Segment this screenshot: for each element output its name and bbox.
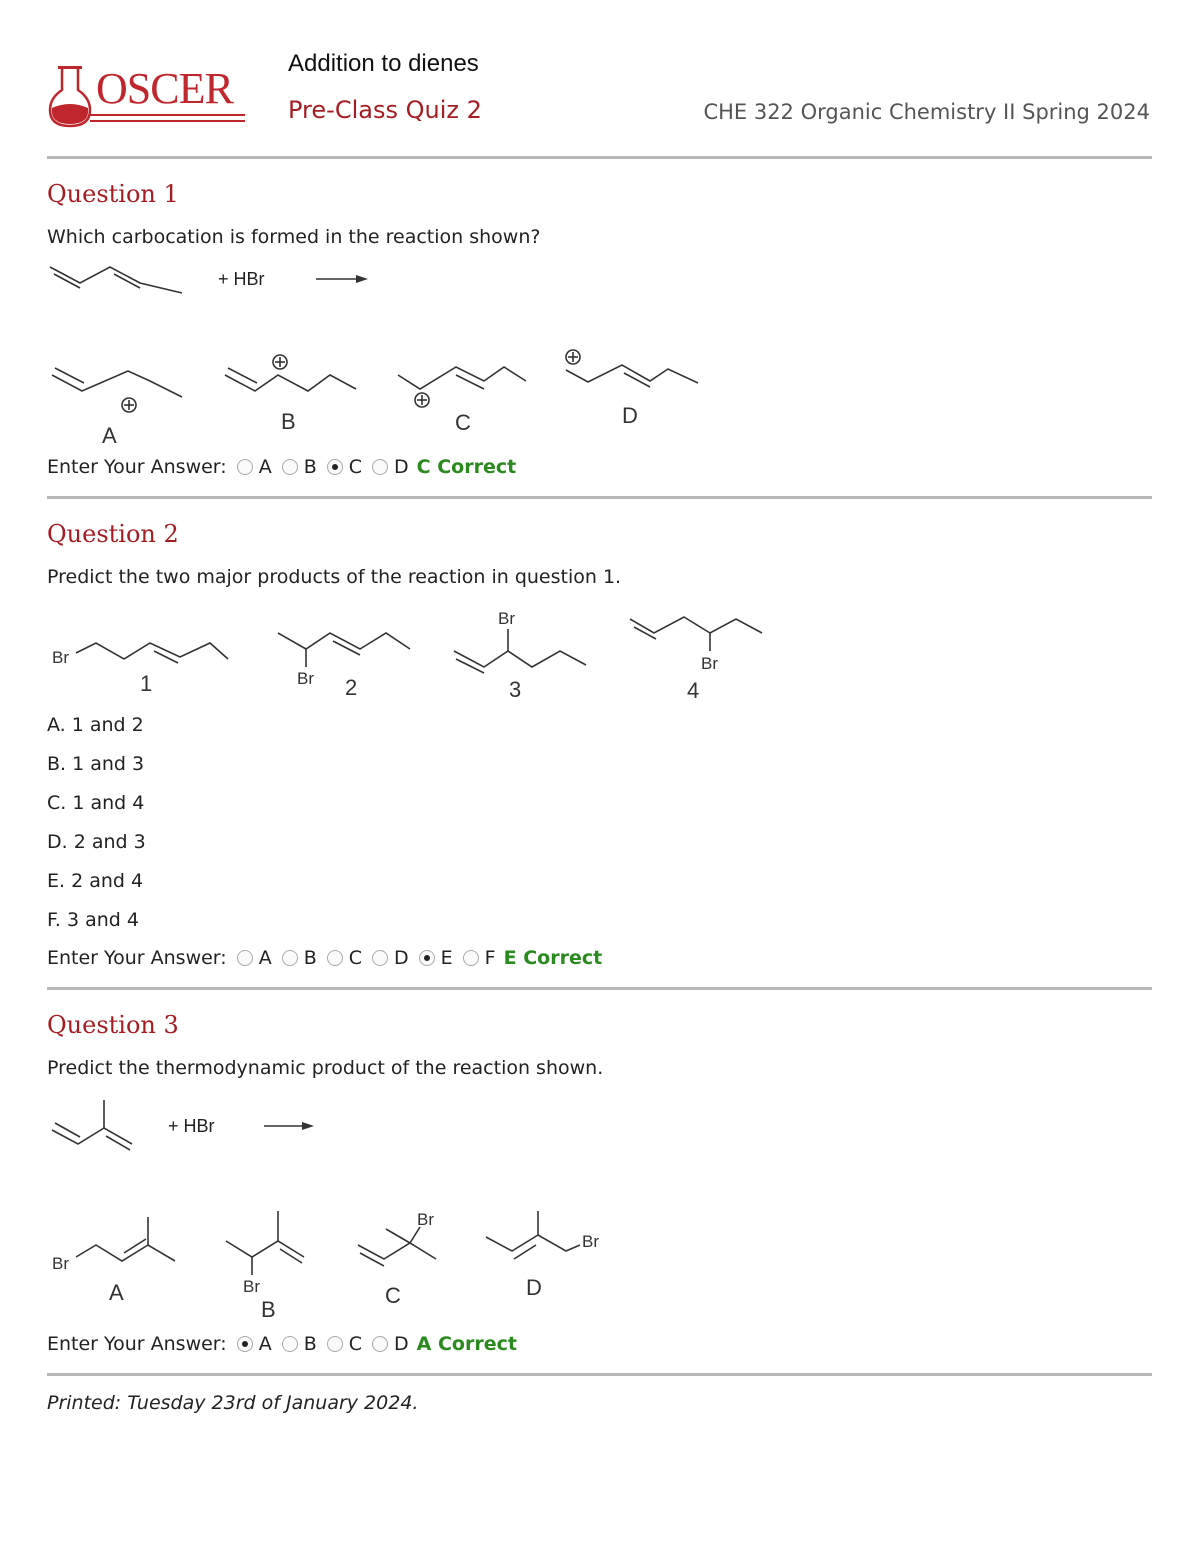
atom-label: Br: [52, 648, 69, 667]
structure-label-2: 2: [345, 675, 358, 700]
choice-label: D: [394, 1333, 409, 1355]
choice-label: B: [303, 456, 317, 478]
choice-label: D: [394, 947, 409, 969]
choice-label: C: [348, 1333, 363, 1355]
question-2-text: Predict the two major products of the reaction in question 1.: [47, 566, 622, 588]
atom-label: Br: [52, 1254, 69, 1273]
choice-label: A: [258, 456, 272, 478]
answer-label: Enter Your Answer:: [47, 456, 227, 478]
radio-c[interactable]: [327, 950, 343, 966]
question-2-structures: [0, 603, 800, 703]
logo-text: OSCER: [96, 64, 233, 113]
structure-label-1: 1: [140, 671, 153, 696]
radio-d[interactable]: [372, 459, 388, 475]
structure-label-b: B: [261, 1297, 276, 1322]
question-3-title: Question 3: [47, 1011, 179, 1039]
option-item: E. 2 and 4: [47, 870, 144, 892]
structure-label-a: A: [102, 423, 117, 448]
answer-status: C Correct: [416, 456, 517, 478]
atom-label: Br: [297, 669, 314, 688]
quiz-topic: Addition to dienes: [288, 50, 479, 77]
logo-underline: [90, 114, 245, 116]
structure-label-c: C: [455, 410, 471, 435]
answer-status: A Correct: [416, 1333, 517, 1355]
flask-icon: [48, 64, 92, 130]
question-2-answer: [47, 947, 602, 969]
radio-f[interactable]: [463, 950, 479, 966]
radio-c[interactable]: [327, 459, 343, 475]
choice-label: B: [303, 947, 317, 969]
structure-label-3: 3: [509, 677, 522, 702]
answer-label: Enter Your Answer:: [47, 1333, 227, 1355]
structure-label-b: B: [281, 409, 296, 434]
structure-label-4: 4: [687, 678, 700, 703]
question-3-reaction: [0, 1092, 360, 1162]
question-3-structures: [0, 1205, 640, 1325]
option-item: A. 1 and 2: [47, 714, 144, 736]
radio-b[interactable]: [282, 459, 298, 475]
atom-label: Br: [243, 1277, 260, 1296]
option-item: B. 1 and 3: [47, 753, 145, 775]
radio-b[interactable]: [282, 1336, 298, 1352]
question-1-answer: [47, 456, 516, 478]
divider: [47, 1373, 1152, 1376]
choice-label: C: [348, 947, 363, 969]
radio-c[interactable]: [327, 1336, 343, 1352]
atom-label: Br: [498, 609, 515, 628]
logo-underline: [90, 120, 245, 122]
radio-a[interactable]: [237, 1336, 253, 1352]
divider: [47, 156, 1152, 159]
radio-a[interactable]: [237, 950, 253, 966]
question-3-text: Predict the thermodynamic product of the reaction shown.: [47, 1057, 604, 1079]
choice-label: F: [484, 947, 496, 969]
radio-a[interactable]: [237, 459, 253, 475]
choice-label: A: [258, 1333, 272, 1355]
reagent-label: + HBr: [218, 269, 265, 289]
question-2-title: Question 2: [47, 520, 179, 548]
option-item: D. 2 and 3: [47, 831, 146, 853]
quiz-name: Pre-Class Quiz 2: [288, 96, 482, 124]
atom-label: Br: [417, 1210, 434, 1229]
answer-status: E Correct: [503, 947, 603, 969]
structure-label-d: D: [526, 1275, 542, 1300]
printed-date: Printed: Tuesday 23rd of January 2024.: [47, 1392, 419, 1414]
reagent-label: + HBr: [168, 1116, 215, 1136]
structure-label-d: D: [622, 403, 638, 428]
divider: [47, 987, 1152, 990]
choice-label: E: [440, 947, 453, 969]
radio-d[interactable]: [372, 1336, 388, 1352]
choice-label: D: [394, 456, 409, 478]
choice-label: B: [303, 1333, 317, 1355]
choice-label: C: [348, 456, 363, 478]
radio-d[interactable]: [372, 950, 388, 966]
question-1-text: Which carbocation is formed in the reaction shown?: [47, 226, 541, 248]
atom-label: Br: [701, 654, 718, 673]
radio-e[interactable]: [419, 950, 435, 966]
option-item: C. 1 and 4: [47, 792, 145, 814]
question-3-answer: [47, 1333, 517, 1355]
option-item: F. 3 and 4: [47, 909, 139, 931]
question-1-reaction: [0, 255, 420, 305]
question-1-structures: [0, 345, 720, 450]
radio-b[interactable]: [282, 950, 298, 966]
course-title: CHE 322 Organic Chemistry II Spring 2024: [703, 100, 1150, 124]
question-1-title: Question 1: [47, 180, 179, 208]
choice-label: A: [258, 947, 272, 969]
answer-label: Enter Your Answer:: [47, 947, 227, 969]
divider: [47, 496, 1152, 499]
structure-label-a: A: [109, 1280, 124, 1305]
structure-label-c: C: [385, 1283, 401, 1308]
atom-label: Br: [582, 1232, 599, 1251]
